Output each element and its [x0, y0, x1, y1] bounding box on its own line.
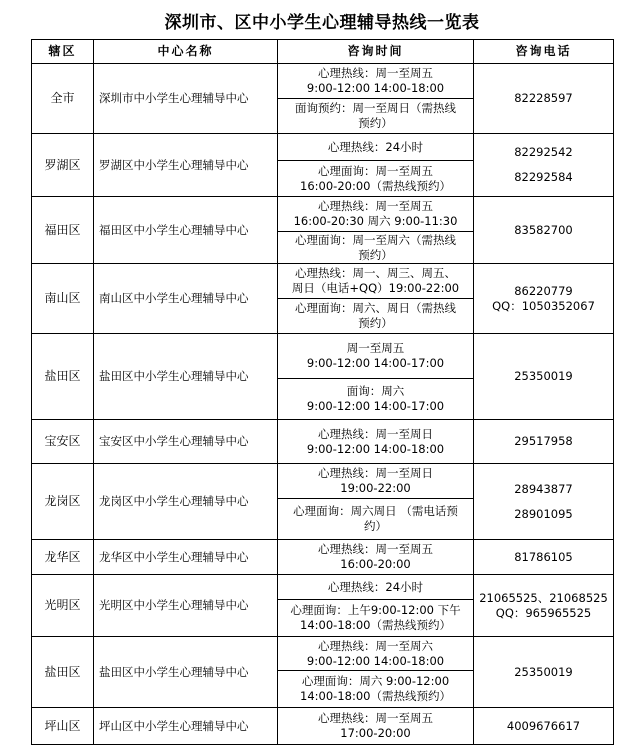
table-row — [32, 64, 614, 134]
phone-number: 29517958 — [514, 434, 573, 448]
center-name-cell: 深圳市中小学生心理辅导中心 — [94, 64, 278, 134]
header-row — [32, 40, 614, 64]
page-title: 深圳市、区中小学生心理辅导热线一览表 — [164, 13, 480, 33]
header-district: 辖区 — [32, 40, 94, 64]
header-phone: 咨询电话 — [474, 40, 614, 64]
phone-cell — [474, 540, 614, 575]
consult-time-cell — [278, 64, 474, 134]
phone-number: 82292584 — [514, 170, 573, 184]
time-segment: 面询：周六 9:00-12:00 14:00-17:00 — [278, 378, 473, 419]
district-cell: 坪山区 — [32, 708, 94, 745]
consult-time-cell — [278, 637, 474, 708]
table-row — [32, 540, 614, 575]
table-row — [32, 197, 614, 264]
consult-time-cell — [278, 540, 474, 575]
center-name-cell: 南山区中小学生心理辅导中心 — [94, 264, 278, 334]
phone-cell — [474, 420, 614, 464]
district-cell: 宝安区 — [32, 420, 94, 464]
phone-cell — [474, 708, 614, 745]
center-name-cell: 坪山区中小学生心理辅导中心 — [94, 708, 278, 745]
consult-time-cell — [278, 708, 474, 745]
phone-cell — [474, 637, 614, 708]
center-name-cell: 龙华区中小学生心理辅导中心 — [94, 540, 278, 575]
district-cell: 全市 — [32, 64, 94, 134]
district-cell: 南山区 — [32, 264, 94, 334]
phone-cell — [474, 464, 614, 540]
phone-number: 86220779 QQ：1050352067 — [492, 283, 595, 313]
phone-cell — [474, 64, 614, 134]
header-center: 中心名称 — [94, 40, 278, 64]
time-segment: 心理面询：上午9:00-12:00 下午 14:00-18:00（需热线预约） — [278, 599, 473, 636]
time-segment: 心理面询：周六 9:00-12:00 14:00-18:00（需热线预约） — [278, 670, 473, 707]
phone-number: 21065525、21068525 QQ：965965525 — [479, 590, 608, 620]
table-row — [32, 134, 614, 197]
district-cell: 盐田区 — [32, 637, 94, 708]
consult-time-cell — [278, 334, 474, 420]
time-segment: 心理热线：周一至周五 9:00-12:00 14:00-18:00 — [306, 66, 445, 95]
phone-number: 82292542 — [514, 145, 573, 159]
phone-cell — [474, 575, 614, 637]
district-cell: 盐田区 — [32, 334, 94, 420]
table-row — [32, 334, 614, 420]
consult-time-cell — [278, 264, 474, 334]
table-row — [32, 264, 614, 334]
center-name-cell: 光明区中小学生心理辅导中心 — [94, 575, 278, 637]
phone-cell — [474, 264, 614, 334]
phone-number: 81786105 — [514, 549, 573, 564]
table-row — [32, 708, 614, 745]
time-segment: 心理热线：周一至周五 17:00-20:00 — [318, 711, 433, 740]
center-name-cell: 盐田区中小学生心理辅导中心 — [94, 334, 278, 420]
time-segment: 心理面询：周一至周六（需热线 预约） — [278, 231, 473, 263]
table-row — [32, 637, 614, 708]
district-cell: 罗湖区 — [32, 134, 94, 197]
district-cell: 福田区 — [32, 197, 94, 264]
center-name-cell: 福田区中小学生心理辅导中心 — [94, 197, 278, 264]
phone-number: 83582700 — [514, 222, 573, 237]
center-name-cell: 盐田区中小学生心理辅导中心 — [94, 637, 278, 708]
district-cell: 龙华区 — [32, 540, 94, 575]
time-segment: 心理热线：周一、周三、周五、 周日（电话+QQ）19:00-22:00 — [291, 266, 460, 295]
header-time: 咨询时间 — [278, 40, 474, 64]
time-segment: 周一至周五 9:00-12:00 14:00-17:00 — [306, 341, 445, 370]
time-segment: 心理热线：24小时 — [327, 579, 424, 594]
consult-time-cell — [278, 197, 474, 264]
time-segment: 心理热线：24小时 — [327, 139, 424, 154]
table-row — [32, 420, 614, 464]
time-segment: 心理热线：周一至周五 16:00-20:30 周六 9:00-11:30 — [293, 199, 458, 228]
time-segment: 心理热线：周一至周日 9:00-12:00 14:00-18:00 — [306, 426, 445, 456]
district-cell: 龙岗区 — [32, 464, 94, 540]
phone-number: 4009676617 — [506, 718, 581, 733]
table-row — [32, 575, 614, 637]
time-segment: 面询预约：周一至周日（需热线 预约） — [278, 98, 473, 133]
phone-cell — [474, 334, 614, 420]
time-segment: 心理面询：周六、周日（需热线 预约） — [278, 298, 473, 333]
center-name-cell: 宝安区中小学生心理辅导中心 — [94, 420, 278, 464]
time-segment: 心理面询：周一至周五 16:00-20:00（需热线预约） — [278, 160, 473, 196]
center-name-cell: 罗湖区中小学生心理辅导中心 — [94, 134, 278, 197]
consult-time-cell — [278, 420, 474, 464]
phone-cell — [474, 197, 614, 264]
consult-time-cell — [278, 575, 474, 637]
time-segment: 心理面询：周六周日 （需电话预 约） — [278, 498, 473, 539]
consult-time-cell — [278, 464, 474, 540]
time-segment: 心理热线：周一至周五 16:00-20:00 — [318, 542, 433, 571]
phone-number: 28901095 — [514, 506, 573, 521]
phone-cell — [474, 134, 614, 197]
time-segment: 心理热线：周一至周六 9:00-12:00 14:00-18:00 — [306, 638, 445, 668]
time-segment: 心理热线：周一至周日 19:00-22:00 — [318, 466, 433, 495]
consult-time-cell — [278, 134, 474, 197]
table-row — [32, 464, 614, 540]
district-cell: 光明区 — [32, 575, 94, 637]
hotline-table — [31, 39, 614, 745]
phone-number: 25350019 — [514, 664, 573, 679]
phone-number: 25350019 — [514, 369, 573, 383]
phone-number: 28943877 — [514, 481, 573, 496]
center-name-cell: 龙岗区中小学生心理辅导中心 — [94, 464, 278, 540]
phone-number: 82228597 — [514, 91, 573, 105]
